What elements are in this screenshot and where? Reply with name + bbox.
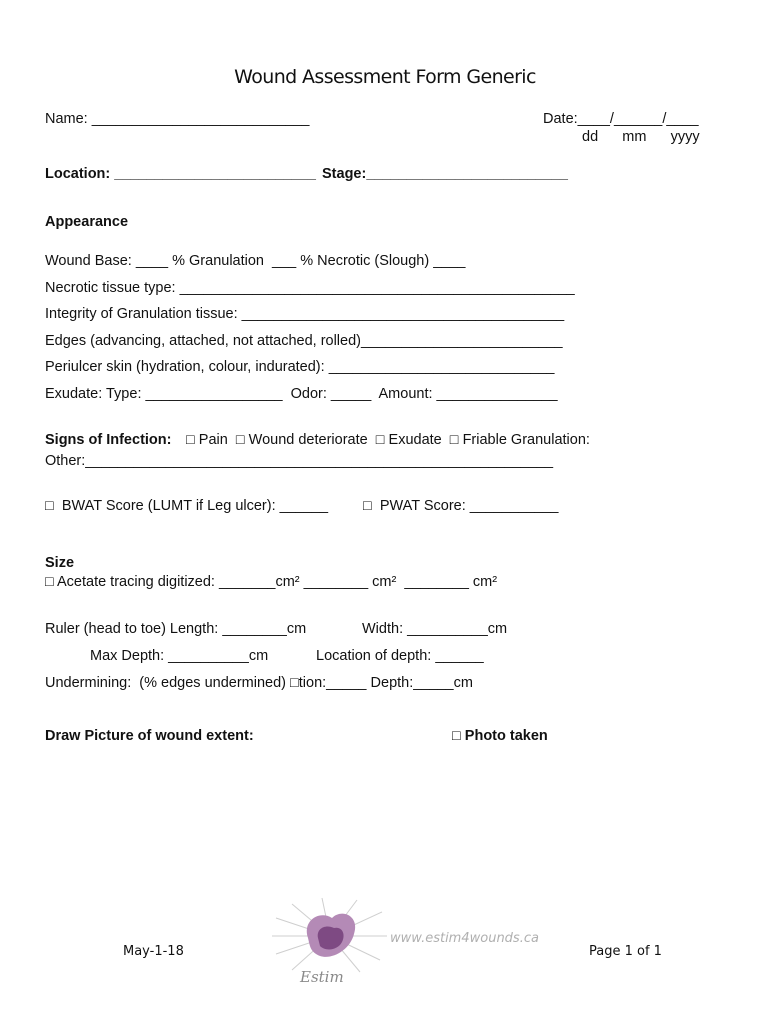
- drawing-area[interactable]: [45, 752, 725, 892]
- stage-field[interactable]: Stage:_________________________: [322, 166, 568, 182]
- date-format-hint: dd mm yyyy: [582, 129, 700, 145]
- bwat-score-field[interactable]: □ BWAT Score (LUMT if Leg ulcer): ______: [45, 498, 329, 514]
- form-title: Wound Assessment Form Generic: [234, 66, 536, 88]
- infection-label: Signs of Infection:: [45, 432, 172, 448]
- footer-date: May-1-18: [123, 944, 184, 959]
- periulcer-skin-field[interactable]: Periulcer skin (hydration, colour, indurated): ____________________________: [45, 359, 555, 375]
- wound-base-field[interactable]: Wound Base: ____ % Granulation ___ % Necrotic (Slough) ____: [45, 253, 466, 269]
- ruler-length-field[interactable]: Ruler (head to toe) Length: ________cm: [45, 621, 307, 637]
- size-heading: Size: [45, 555, 75, 571]
- max-depth-field[interactable]: Max Depth: __________cm: [90, 648, 269, 664]
- name-field[interactable]: Name: ___________________________: [45, 111, 310, 127]
- location-field[interactable]: Location: _________________________: [45, 166, 316, 182]
- footer-page-number: Page 1 of 1: [589, 944, 662, 959]
- infection-checkboxes[interactable]: □ Pain □ Wound deteriorate □ Exudate □ Friable Granulation:: [186, 432, 590, 448]
- exudate-field[interactable]: Exudate: Type: _________________ Odor: _____ Amount: _______________: [45, 386, 558, 402]
- logo-brand-text: Estim: [300, 968, 344, 986]
- photo-taken-checkbox[interactable]: □ Photo taken: [452, 728, 548, 744]
- granulation-integrity-field[interactable]: Integrity of Granulation tissue: ________________________________________: [45, 306, 565, 322]
- undermining-field[interactable]: Undermining: (% edges undermined) □tion:_____ Depth:_____cm: [45, 675, 473, 691]
- acetate-tracing-field[interactable]: □ Acetate tracing digitized: _______cm² ________ cm² ________ cm²: [45, 574, 498, 590]
- footer-url: www.estim4wounds.ca: [390, 931, 539, 946]
- width-field[interactable]: Width: __________cm: [362, 621, 508, 637]
- draw-picture-label: Draw Picture of wound extent:: [45, 728, 254, 744]
- estim-logo: [262, 898, 539, 994]
- date-field[interactable]: Date:____/______/____: [543, 111, 699, 127]
- edges-field[interactable]: Edges (advancing, attached, not attached, rolled)_________________________: [45, 333, 563, 349]
- pwat-score-field[interactable]: □ PWAT Score: ___________: [363, 498, 559, 514]
- location-of-depth-field[interactable]: Location of depth: ______: [316, 648, 484, 664]
- appearance-heading: Appearance: [45, 214, 129, 230]
- necrotic-tissue-field[interactable]: Necrotic tissue type: _________________________________________________: [45, 280, 575, 296]
- infection-other-field[interactable]: Other:__________________________________________________________: [45, 453, 554, 469]
